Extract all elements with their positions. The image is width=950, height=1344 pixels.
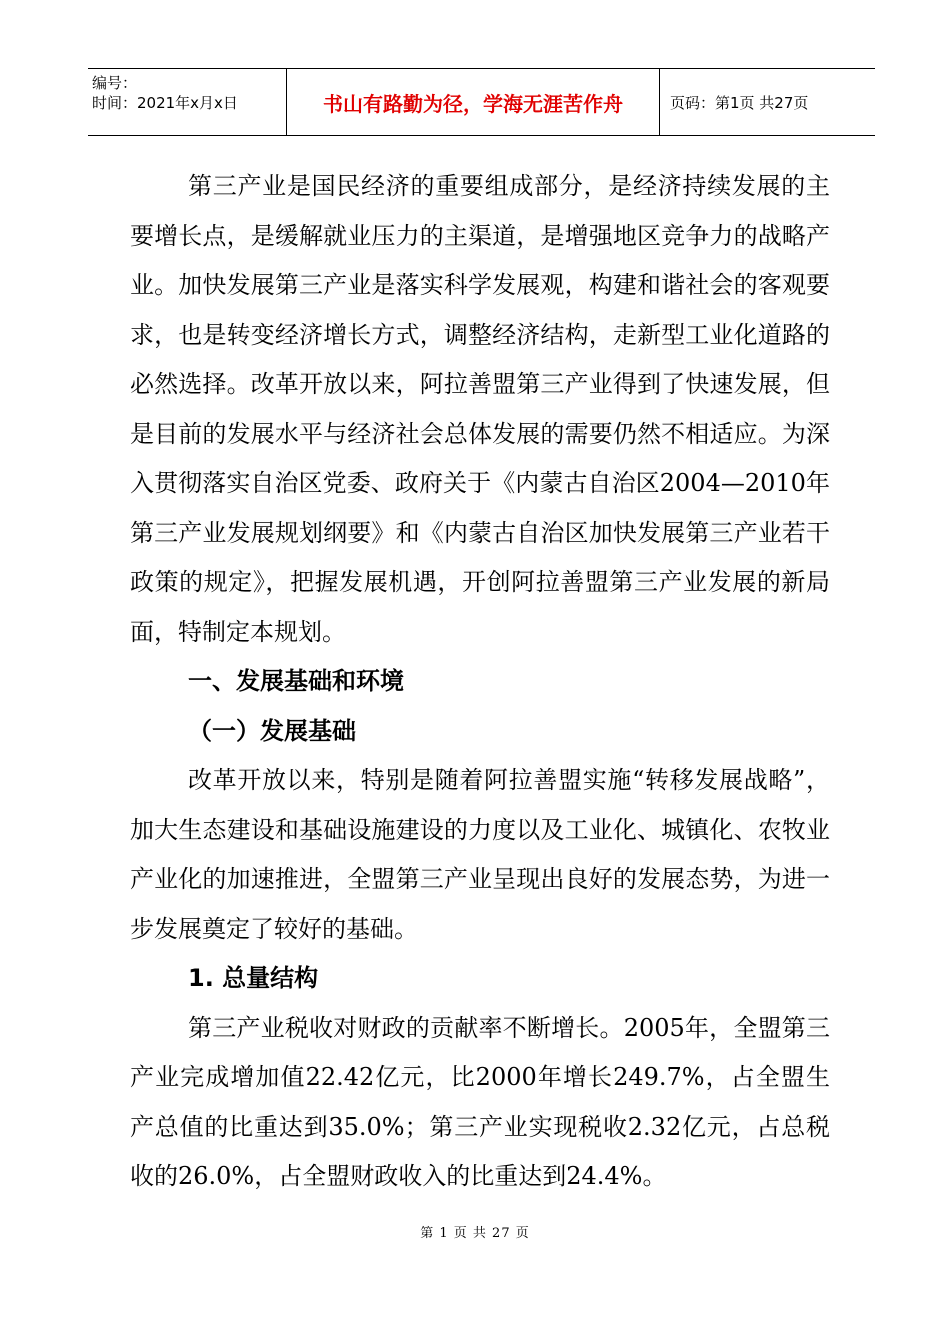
item-paragraph: 第三产业税收对财政的贡献率不断增长。2005年，全盟第三产业完成增加值22.42亿元，比2000年增长249.7%，占全盟生产总值的比重达到35.0%；第三产业实现税收2.32亿元，占总税收的26.0%，占全盟财政收入的比重达到24.4%。 [130,1013,830,1190]
section-heading: 一、发展基础和环境 [188,667,404,695]
header-motto: 书山有路勤为径，学海无涯苦作舟 [286,69,660,135]
number-label: 编号： [92,74,138,92]
page-footer: 第 1 页 共 27 页 [420,1226,530,1241]
intro-paragraph: 第三产业是国民经济的重要组成部分，是经济持续发展的主要增长点，是缓解就业压力的主渠道，是增强地区竞争力的战略产业。加快发展第三产业是落实科学发展观，构建和谐社会的客观要求，也是转变经济增长方式，调整经济结构，走新型工业化道路的必然选择。改革开放以来，阿拉善盟第三产业得到了快速发展，但是目前的发展水平与经济社会总体发展的需要仍然不相适应。为深入贯彻落实自治区党委、政府关于《内蒙古自治区2004—2010年第三产业发展规划纲要》和《内蒙古自治区加快发展第三产业若干政策的规定》，把握发展机遇，开创阿拉善盟第三产业发展的新局面，特制定本规划。 [130,172,830,646]
time-label: 时间：2021年x月x日 [92,94,238,112]
header-meta [88,69,286,135]
subsection-heading: （一）发展基础 [188,716,356,745]
header-page-info: 页码：第1页 共27页 [670,93,809,112]
document-header [88,68,875,136]
document-body [130,162,830,1202]
subsection-paragraph: 改革开放以来，特别是随着阿拉善盟实施“转移发展战略”，加大生态建设和基础设施建设的力度以及工业化、城镇化、农牧业产业化的加速推进，全盟第三产业呈现出良好的发展态势，为进一步发展奠定了较好的基础。 [130,766,830,943]
item-heading: 1. 总量结构 [188,964,319,992]
